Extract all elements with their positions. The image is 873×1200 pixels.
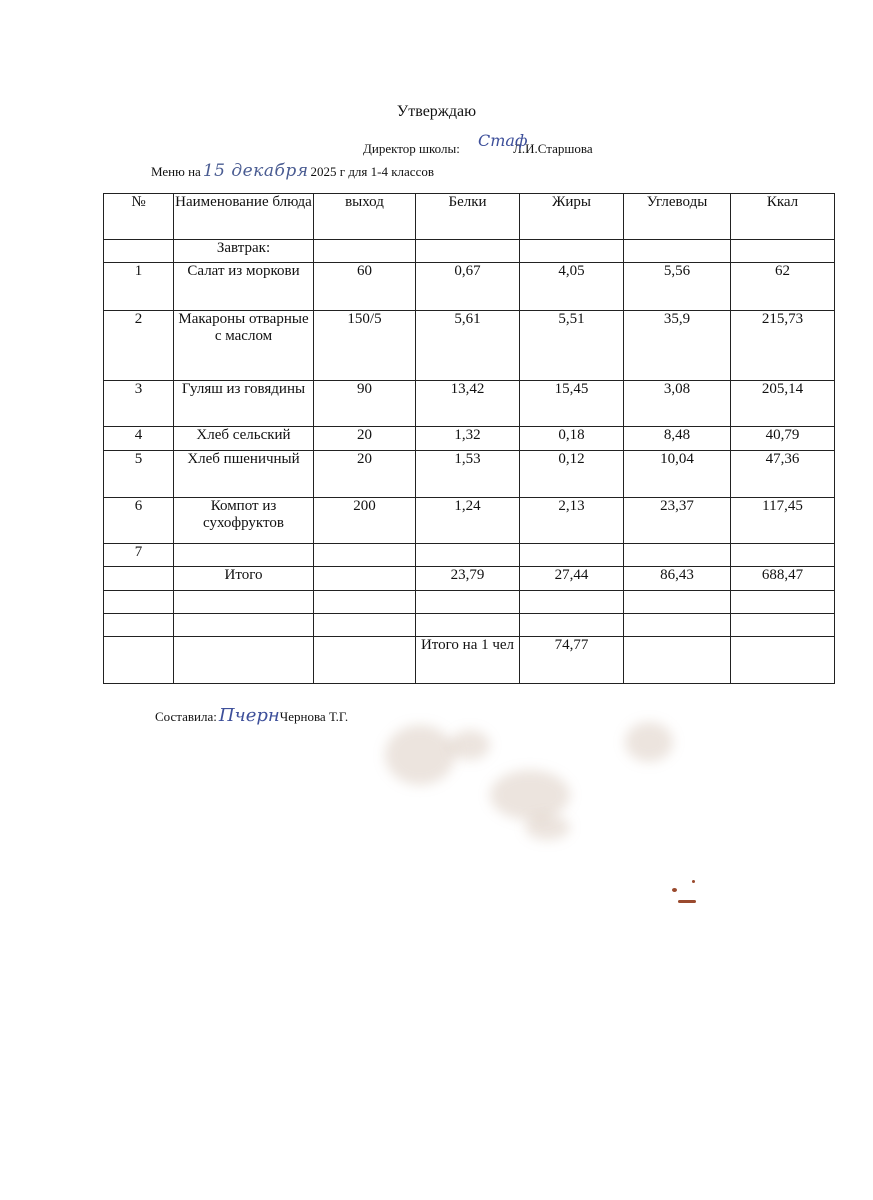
table-row	[104, 427, 835, 451]
dish-fat: 0,18	[520, 427, 624, 451]
stain	[525, 815, 570, 840]
dish-protein: 1,32	[416, 427, 520, 451]
table-row	[104, 544, 835, 567]
dish-protein: 1,53	[416, 451, 520, 498]
dish-kcal: 62	[731, 263, 835, 311]
stain	[450, 730, 490, 760]
row-number: 4	[104, 427, 174, 451]
dish-kcal	[731, 544, 835, 567]
dish-name: Гуляш из говядины	[174, 381, 314, 427]
col-header-yield: выход	[314, 194, 416, 240]
row-number: 3	[104, 381, 174, 427]
col-header-dish: Наименование блюда	[174, 194, 314, 240]
dish-name	[174, 544, 314, 567]
dish-carbs: 8,48	[624, 427, 731, 451]
composed-name: Чернова Т.Г.	[279, 709, 349, 724]
dish-protein: 0,67	[416, 263, 520, 311]
total-row	[104, 567, 835, 591]
col-header-carbs: Углеводы	[624, 194, 731, 240]
stain	[490, 770, 570, 820]
table-row	[104, 498, 835, 544]
menu-date-line	[151, 161, 434, 181]
dish-carbs: 5,56	[624, 263, 731, 311]
dish-yield: 150/5	[314, 311, 416, 381]
dish-fat: 5,51	[520, 311, 624, 381]
col-header-protein: Белки	[416, 194, 520, 240]
col-header-kcal: Ккал	[731, 194, 835, 240]
menu-suffix: 2025 г для 1-4 классов	[310, 164, 434, 179]
director-name: Л.И.Старшова	[513, 141, 593, 156]
stain	[625, 722, 673, 762]
dish-yield	[314, 544, 416, 567]
dish-fat: 15,45	[520, 381, 624, 427]
composed-label: Составила:	[155, 709, 217, 724]
dish-fat: 0,12	[520, 451, 624, 498]
stain-speck	[678, 900, 696, 903]
per-person-value: 74,77	[520, 637, 624, 684]
total-protein: 23,79	[416, 567, 520, 591]
stain	[385, 725, 455, 785]
dish-carbs: 10,04	[624, 451, 731, 498]
director-signature: Стаф	[478, 131, 528, 150]
dish-yield: 20	[314, 451, 416, 498]
dish-carbs: 23,37	[624, 498, 731, 544]
dish-carbs: 35,9	[624, 311, 731, 381]
stain-speck	[692, 880, 695, 883]
row-number: 6	[104, 498, 174, 544]
table-row	[104, 381, 835, 427]
dish-kcal: 205,14	[731, 381, 835, 427]
dish-carbs: 3,08	[624, 381, 731, 427]
table-row	[104, 451, 835, 498]
dish-protein	[416, 544, 520, 567]
col-header-fat: Жиры	[520, 194, 624, 240]
dish-fat: 4,05	[520, 263, 624, 311]
dish-protein: 1,24	[416, 498, 520, 544]
menu-table	[103, 193, 835, 684]
dish-name: Салат из моркови	[174, 263, 314, 311]
dish-fat: 2,13	[520, 498, 624, 544]
menu-date-handwritten: 15 декабря	[202, 161, 309, 181]
approval-heading: Утверждаю	[396, 103, 477, 120]
per-person-row	[104, 637, 835, 684]
section-label: Завтрак:	[174, 240, 314, 263]
dish-yield: 60	[314, 263, 416, 311]
empty-row	[104, 614, 835, 637]
table-row	[104, 263, 835, 311]
dish-kcal: 215,73	[731, 311, 835, 381]
empty-row	[104, 591, 835, 614]
row-number: 1	[104, 263, 174, 311]
menu-prefix: Меню на	[151, 164, 201, 179]
director-label: Директор школы:	[363, 141, 460, 156]
table-header-row	[104, 194, 835, 240]
dish-name: Компот из сухофруктов	[174, 498, 314, 544]
dish-yield: 90	[314, 381, 416, 427]
dish-carbs	[624, 544, 731, 567]
composed-signature: Пчерн	[218, 705, 280, 726]
dish-protein: 13,42	[416, 381, 520, 427]
total-fat: 27,44	[520, 567, 624, 591]
row-number: 7	[104, 544, 174, 567]
total-kcal: 688,47	[731, 567, 835, 591]
composed-by-line	[155, 705, 348, 726]
row-number: 2	[104, 311, 174, 381]
dish-yield: 200	[314, 498, 416, 544]
dish-kcal: 40,79	[731, 427, 835, 451]
total-label: Итого	[174, 567, 314, 591]
per-person-label: Итого на 1 чел	[416, 637, 520, 684]
dish-name: Хлеб пшеничный	[174, 451, 314, 498]
dish-fat	[520, 544, 624, 567]
dish-kcal: 47,36	[731, 451, 835, 498]
total-carbs: 86,43	[624, 567, 731, 591]
dish-kcal: 117,45	[731, 498, 835, 544]
table-row	[104, 311, 835, 381]
dish-protein: 5,61	[416, 311, 520, 381]
section-row	[104, 240, 835, 263]
stain-speck	[672, 888, 677, 892]
dish-yield: 20	[314, 427, 416, 451]
dish-name: Хлеб сельский	[174, 427, 314, 451]
row-number: 5	[104, 451, 174, 498]
dish-name: Макароны отварные с маслом	[174, 311, 314, 381]
col-header-number: №	[104, 194, 174, 240]
